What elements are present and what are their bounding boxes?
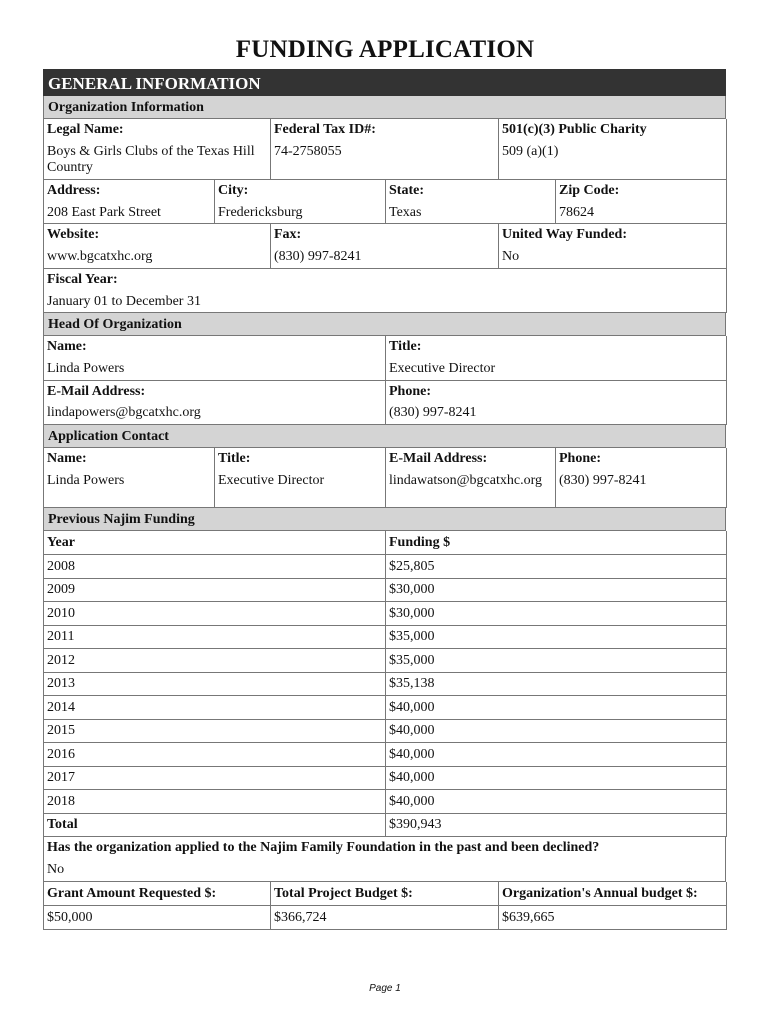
- table-row: [44, 602, 727, 626]
- contact-title-label: Title:: [215, 448, 386, 471]
- total-row: [44, 813, 727, 837]
- funding-year: 2012: [44, 649, 386, 673]
- funding-amount: $30,000: [386, 602, 727, 626]
- table-row: [44, 719, 727, 743]
- head-of-organization-table: [43, 336, 727, 425]
- funding-year: 2018: [44, 790, 386, 814]
- funding-amount: $40,000: [386, 696, 727, 720]
- grant-amount-value: $50,000: [44, 906, 271, 930]
- org-identity-table: [43, 119, 727, 180]
- funding-year: 2016: [44, 743, 386, 767]
- annual-budget-value: $639,665: [499, 906, 727, 930]
- funding-column-header: Funding $: [386, 531, 727, 555]
- funding-year: 2017: [44, 766, 386, 790]
- funding-year: 2010: [44, 602, 386, 626]
- head-name-value: Linda Powers: [44, 359, 386, 380]
- funding-amount: $25,805: [386, 555, 727, 579]
- address-table: [43, 180, 727, 225]
- previous-funding-section: Previous Najim Funding: [43, 508, 726, 531]
- contact-name-value: Linda Powers: [44, 471, 215, 508]
- funding-amount: $35,000: [386, 625, 727, 649]
- head-name-label: Name:: [44, 336, 386, 359]
- application-form: [43, 69, 726, 930]
- state-label: State:: [386, 180, 556, 203]
- project-budget-label: Total Project Budget $:: [271, 882, 499, 906]
- budget-table: [43, 882, 727, 930]
- united-way-label: United Way Funded:: [499, 224, 727, 247]
- funding-amount: $40,000: [386, 790, 727, 814]
- funding-amount: $30,000: [386, 578, 727, 602]
- city-value: Fredericksburg: [215, 203, 386, 224]
- fiscal-year-label: Fiscal Year:: [44, 269, 727, 292]
- application-contact-section: Application Contact: [43, 425, 726, 448]
- tax-id-value: 74-2758055: [271, 142, 499, 179]
- fiscal-year-table: [43, 269, 727, 314]
- head-of-organization-section: Head Of Organization: [43, 313, 726, 336]
- website-label: Website:: [44, 224, 271, 247]
- funding-table: [43, 531, 727, 837]
- total-label: Total: [44, 813, 386, 837]
- funding-year: 2014: [44, 696, 386, 720]
- funding-amount: $35,000: [386, 649, 727, 673]
- table-row: [44, 625, 727, 649]
- legal-name-value: Boys & Girls Clubs of the Texas Hill Country: [44, 142, 271, 179]
- funding-amount: $35,138: [386, 672, 727, 696]
- fax-label: Fax:: [271, 224, 499, 247]
- table-row: [44, 743, 727, 767]
- funding-year: 2011: [44, 625, 386, 649]
- general-information-header: GENERAL INFORMATION: [43, 69, 726, 96]
- grant-amount-label: Grant Amount Requested $:: [44, 882, 271, 906]
- tax-id-label: Federal Tax ID#:: [271, 119, 499, 142]
- total-value: $390,943: [386, 813, 727, 837]
- charity-value: 509 (a)(1): [499, 142, 727, 179]
- website-value: www.bgcatxhc.org: [44, 247, 271, 268]
- zip-label: Zip Code:: [556, 180, 727, 203]
- city-label: City:: [215, 180, 386, 203]
- table-row: [44, 672, 727, 696]
- contact-email-value: lindawatson@bgcatxhc.org: [386, 471, 556, 508]
- declined-question: Has the organization applied to the Najim Family Foundation in the past and been declined?: [47, 840, 600, 855]
- contact-name-label: Name:: [44, 448, 215, 471]
- application-contact-table: [43, 448, 727, 509]
- funding-year: 2015: [44, 719, 386, 743]
- fiscal-year-value: January 01 to December 31: [44, 292, 727, 313]
- annual-budget-label: Organization's Annual budget $:: [499, 882, 727, 906]
- declined-question-block: [43, 837, 726, 882]
- year-column-header: Year: [44, 531, 386, 555]
- page-number: Page 1: [369, 983, 401, 994]
- contact-email-label: E-Mail Address:: [386, 448, 556, 471]
- table-row: [44, 555, 727, 579]
- website-table: [43, 224, 727, 269]
- head-email-value: lindapowers@bgcatxhc.org: [44, 403, 386, 424]
- head-title-value: Executive Director: [386, 359, 727, 380]
- declined-answer: No: [47, 862, 65, 877]
- table-row: [44, 790, 727, 814]
- table-row: [44, 696, 727, 720]
- funding-year: 2008: [44, 555, 386, 579]
- head-email-label: E-Mail Address:: [44, 380, 386, 403]
- table-row: [44, 578, 727, 602]
- organization-information-section: Organization Information: [43, 96, 726, 119]
- legal-name-label: Legal Name:: [44, 119, 271, 142]
- head-title-label: Title:: [386, 336, 727, 359]
- page-title: FUNDING APPLICATION: [235, 36, 535, 63]
- contact-title-value: Executive Director: [215, 471, 386, 508]
- head-phone-value: (830) 997-8241: [386, 403, 727, 424]
- contact-phone-label: Phone:: [556, 448, 727, 471]
- table-row: [44, 766, 727, 790]
- contact-phone-value: (830) 997-8241: [556, 471, 727, 508]
- head-phone-label: Phone:: [386, 380, 727, 403]
- project-budget-value: $366,724: [271, 906, 499, 930]
- funding-year: 2013: [44, 672, 386, 696]
- charity-label: 501(c)(3) Public Charity: [499, 119, 727, 142]
- address-label: Address:: [44, 180, 215, 203]
- state-value: Texas: [386, 203, 556, 224]
- fax-value: (830) 997-8241: [271, 247, 499, 268]
- funding-amount: $40,000: [386, 719, 727, 743]
- funding-amount: $40,000: [386, 743, 727, 767]
- address-value: 208 East Park Street: [44, 203, 215, 224]
- funding-amount: $40,000: [386, 766, 727, 790]
- united-way-value: No: [499, 247, 727, 268]
- funding-year: 2009: [44, 578, 386, 602]
- zip-value: 78624: [556, 203, 727, 224]
- table-row: [44, 649, 727, 673]
